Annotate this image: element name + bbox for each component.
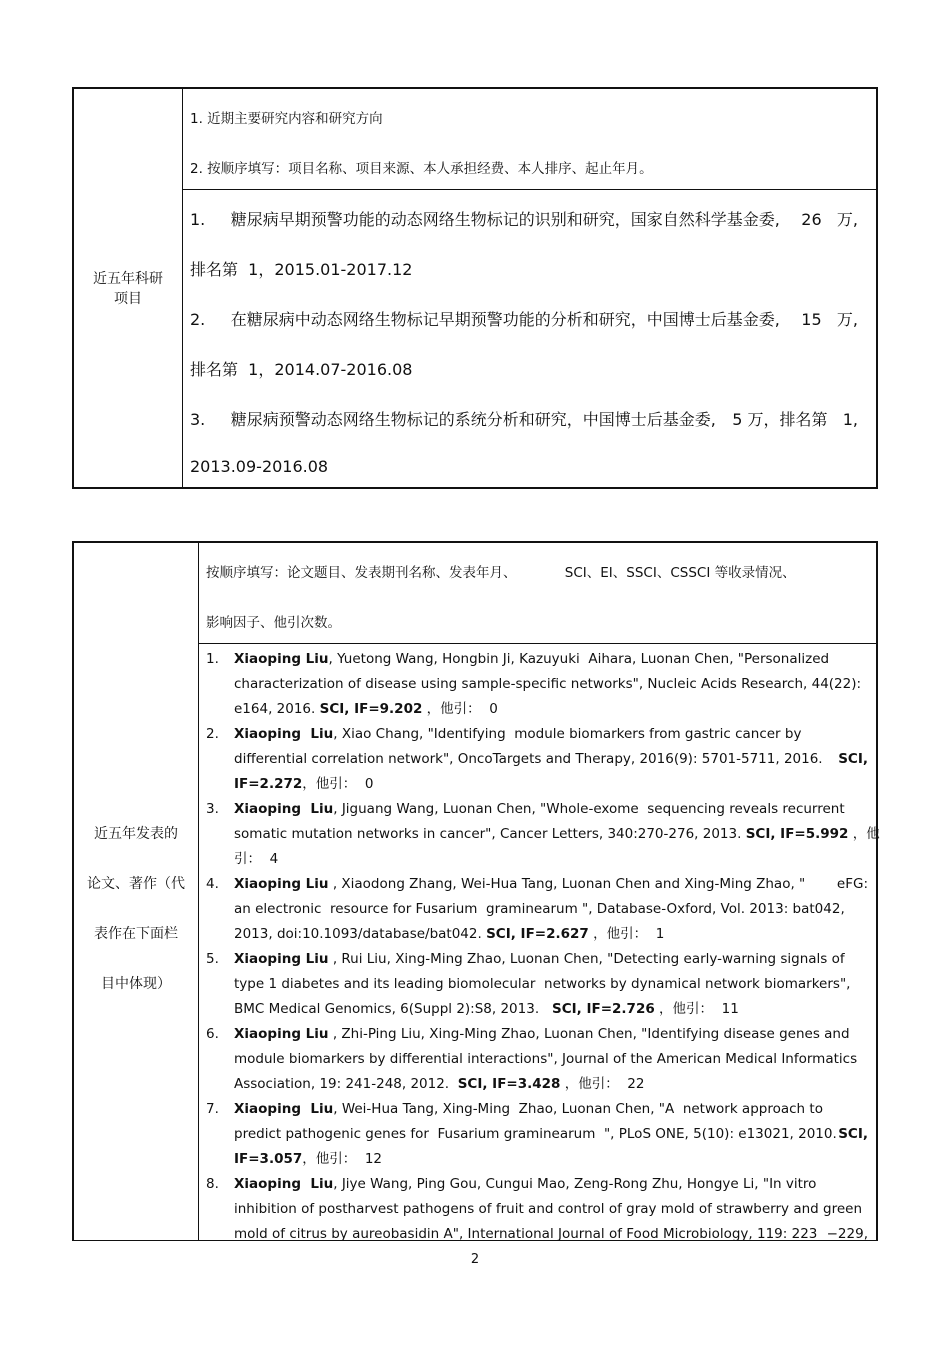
label-line: 近五年发表的: [94, 826, 178, 842]
publication-citation: [234, 1022, 868, 1097]
publication-citation: [234, 1172, 868, 1247]
research-projects-label: [74, 269, 182, 309]
citation-text: ，他引： 0: [302, 776, 374, 792]
citation-emphasis: SCI, IF=3.428: [457, 1076, 561, 1092]
citation-line: [234, 822, 880, 847]
citation-text: mold of citrus by aureobasidin A", International Journal of Food Microbiology, 119: 223: [234, 1226, 818, 1242]
instruction-research-direction: 1. 近期主要研究内容和研究方向: [190, 111, 383, 127]
citation-text: , Wei-Hua Tang, Xing-Ming Zhao, Luonan Chen, "A network approach to: [333, 1101, 823, 1117]
citation-emphasis: Xiaoping Liu: [234, 801, 334, 817]
row-divider: [182, 189, 876, 190]
project-rank-period: 2013.09-2016.08: [190, 457, 329, 476]
publication-number: 1.: [206, 651, 219, 667]
citation-line: [234, 647, 868, 672]
publication-item: [206, 1172, 868, 1247]
citation-line: [234, 947, 868, 972]
citation-line: [234, 722, 868, 747]
label-line: 近五年科研: [93, 271, 163, 287]
citation-line: [234, 872, 868, 897]
citation-text: ，他引： 1: [588, 926, 665, 942]
publication-number: 4.: [206, 876, 219, 892]
project-item: [190, 307, 858, 380]
citation-emphasis: SCI, IF=2.627: [486, 926, 589, 942]
citation-text: , Xiao Chang, "Identifying module biomarkers from gastric cancer by: [333, 726, 802, 742]
citation-emphasis: IF=2.272: [234, 776, 303, 792]
publication-citation: [234, 797, 880, 872]
instruction-publication-format: [206, 561, 796, 581]
citation-text: type 1 diabetes and its leading biomolecular networks by dynamical network biomarkers",: [234, 976, 851, 992]
citation-emphasis: Xiaoping Liu: [234, 951, 329, 967]
citation-text: , Xiaodong Zhang, Wei-Hua Tang, Luonan Chen and Xing-Ming Zhao, ": [328, 876, 806, 892]
citation-text: ，他引： 0: [422, 701, 498, 717]
publication-item: [206, 647, 868, 722]
citation-emphasis: Xiaoping Liu: [234, 876, 329, 892]
publication-list: [206, 647, 880, 1247]
publication-number: 5.: [206, 951, 219, 967]
citation-line: [234, 1022, 868, 1047]
citation-text: predict pathogenic genes for Fusarium graminearum ", PLoS ONE, 5(10): e13021, 2010.: [234, 1126, 837, 1142]
project-funding: 15 万,: [801, 310, 858, 329]
citation-text: somatic mutation networks in cancer", Cancer Letters, 340:270-276, 2013.: [234, 826, 746, 842]
citation-line: [234, 1097, 868, 1122]
citation-text: , Zhi-Ping Liu, Xing-Ming Zhao, Luonan Chen, "Identifying disease genes and: [328, 1026, 850, 1042]
publications-table: [72, 541, 878, 1241]
citation-text: ，他引： 11: [654, 1001, 739, 1017]
instruction-project-format: 2. 按顺序填写：项目名称、项目来源、本人承担经费、本人排序、起止年月。: [190, 161, 653, 177]
column-divider: [198, 543, 199, 1240]
citation-text: , Yuetong Wang, Hongbin Ji, Kazuyuki Aihara, Luonan Chen, "Personalized: [328, 651, 830, 667]
publication-item: [206, 947, 868, 1022]
citation-line: [234, 997, 868, 1022]
citation-text: module biomarkers by differential interactions", Journal of the American Medical Informatics: [234, 1051, 858, 1067]
citation-text: 2013, doi:10.1093/database/bat042.: [234, 926, 487, 942]
project-item: [190, 207, 858, 280]
instruction-part: SCI、EI、SSCI、CSSCI 等收录情况、: [564, 565, 796, 581]
citation-text: an electronic resource for Fusarium graminearum ", Database-Oxford, Vol. 2013: bat042,: [234, 901, 845, 917]
citation-text: −229,: [826, 1226, 868, 1242]
citation-emphasis: SCI,: [838, 1126, 868, 1142]
citation-line-left: [234, 872, 805, 897]
publication-citation: [234, 647, 868, 722]
citation-text: ，他: [848, 826, 880, 842]
citation-text: characterization of disease using sample-specific networks", Nucleic Acids Research, 44(22):: [234, 676, 862, 692]
citation-emphasis: SCI,: [838, 751, 868, 767]
page-number: 2: [470, 1252, 480, 1267]
citation-line: [234, 1222, 868, 1247]
citation-emphasis: Xiaoping Liu: [234, 1176, 334, 1192]
citation-text: eFG:: [836, 876, 868, 892]
citation-text: , Jiye Wang, Ping Gou, Cungui Mao, Zeng-Rong Zhu, Hongye Li, "In vitro: [333, 1176, 817, 1192]
citation-text: BMC Medical Genomics, 6(Suppl 2):S8, 2013.: [234, 1001, 552, 1017]
citation-text: e164, 2016.: [234, 701, 320, 717]
project-title: 2. 在糖尿病中动态网络生物标记早期预警功能的分析和研究，中国博士后基金委,: [190, 310, 780, 329]
instruction-impact-citations: 影响因子、他引次数。: [206, 615, 341, 631]
publication-citation: [234, 947, 868, 1022]
column-divider: [182, 89, 183, 487]
citation-text: , Rui Liu, Xing-Ming Zhao, Luonan Chen, "Detecting early-warning signals of: [328, 951, 845, 967]
citation-line: [234, 1072, 868, 1097]
citation-emphasis: SCI, IF=2.726: [552, 1001, 655, 1017]
publication-number: 3.: [206, 801, 219, 817]
citation-line: [234, 747, 868, 772]
citation-emphasis: SCI, IF=5.992: [745, 826, 849, 842]
label-line: 论文、著作（代: [87, 876, 185, 892]
citation-line: [234, 847, 868, 872]
project-title: 1. 糖尿病早期预警功能的动态网络生物标记的识别和研究，国家自然科学基金委,: [190, 210, 780, 229]
instruction-part: 按顺序填写：论文题目、发表期刊名称、发表年月、: [206, 565, 517, 581]
citation-line: [234, 672, 868, 697]
citation-line: [234, 1147, 868, 1172]
citation-line: [234, 1047, 868, 1072]
citation-emphasis: IF=3.057: [234, 1151, 303, 1167]
citation-line: [234, 1172, 868, 1197]
publications-label: [74, 809, 198, 1009]
citation-line: [234, 1122, 868, 1147]
publication-number: 6.: [206, 1026, 219, 1042]
citation-line-left: [234, 747, 823, 772]
label-line: 项目: [114, 291, 142, 307]
citation-text: differential correlation network", OncoTargets and Therapy, 2016(9): 5701-5711, 2016.: [234, 751, 823, 767]
publication-number: 2.: [206, 726, 219, 742]
citation-text: Association, 19: 241-248, 2012.: [234, 1076, 458, 1092]
publication-number: 8.: [206, 1176, 219, 1192]
publication-citation: [234, 1097, 868, 1172]
citation-line: [234, 972, 868, 997]
citation-text: inhibition of postharvest pathogens of fruit and control of gray mold of strawberry and green: [234, 1201, 863, 1217]
publication-number: 7.: [206, 1101, 219, 1117]
project-rank-period: 排名第 1，2015.01-2017.12: [190, 260, 413, 279]
project-funding: 5 万，排名第 1,: [732, 410, 858, 429]
citation-line: [234, 897, 868, 922]
publication-item: [206, 872, 868, 947]
project-item: [190, 407, 858, 476]
citation-text: ，他引： 22: [560, 1076, 645, 1092]
citation-line: [234, 772, 868, 797]
citation-text: , Jiguang Wang, Luonan Chen, "Whole-exome sequencing reveals recurrent: [333, 801, 845, 817]
citation-line-left: [234, 1122, 837, 1147]
citation-emphasis: Xiaoping Liu: [234, 726, 334, 742]
publication-item: [206, 1022, 868, 1097]
project-title: 3. 糖尿病预警动态网络生物标记的系统分析和研究，中国博士后基金委,: [190, 410, 716, 429]
citation-text: 引： 4: [234, 851, 279, 867]
label-line: 表作在下面栏: [94, 926, 178, 942]
publication-citation: [234, 722, 868, 797]
publication-item: [206, 722, 868, 797]
research-projects-table: [72, 87, 878, 489]
citation-emphasis: Xiaoping Liu: [234, 651, 329, 667]
citation-emphasis: Xiaoping Liu: [234, 1101, 334, 1117]
citation-text: ，他引： 12: [302, 1151, 383, 1167]
citation-emphasis: Xiaoping Liu: [234, 1026, 329, 1042]
publication-item: [206, 1097, 868, 1172]
label-line: 目中体现）: [101, 976, 171, 992]
project-rank-period: 排名第 1，2014.07-2016.08: [190, 360, 413, 379]
publication-item: [206, 797, 880, 872]
row-divider: [198, 643, 876, 644]
citation-line: [234, 922, 868, 947]
citation-line: [234, 797, 868, 822]
citation-line-left: [234, 1222, 817, 1247]
citation-emphasis: SCI, IF=9.202: [319, 701, 423, 717]
citation-line: [234, 697, 868, 722]
publication-citation: [234, 872, 868, 947]
project-funding: 26 万,: [801, 210, 858, 229]
citation-line: [234, 1197, 868, 1222]
